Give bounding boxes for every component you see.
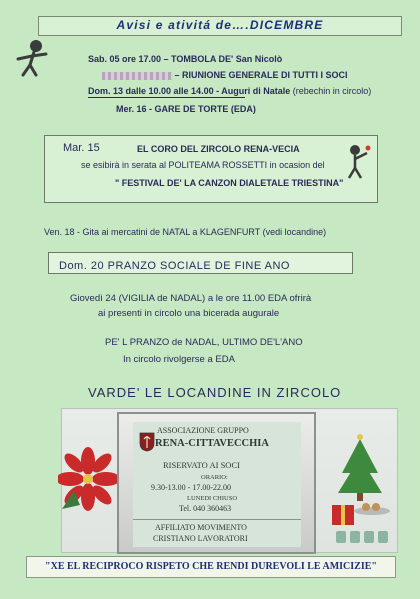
- giovedi-line1: Giovedì 24 (VIGILIA de NADAL) a le ore 11.00 EDA ofrirà: [70, 293, 312, 304]
- pranzo-sociale-text: Dom. 20 PRANZO SOCIALE DE FINE ANO: [59, 260, 290, 272]
- redacted-text: [102, 72, 172, 80]
- photo-plaque: [61, 408, 398, 553]
- event-riunione: [102, 70, 348, 80]
- event-auguri: [88, 86, 371, 96]
- event-auguri-text: Dom. 13 dalle 10.00 alle 14.00 - Auguri di Natale: [88, 86, 291, 96]
- giovedi-line2: ai presenti in circolo una bicerada augurale: [98, 308, 280, 319]
- plaque-assoc: ASSOCIAZIONE GRUPPO: [157, 426, 249, 435]
- plaque-cristiano: CRISTIANO LAVORATORI: [153, 534, 248, 543]
- pranzo-sociale-box: [48, 252, 353, 274]
- event-tombola: Sab. 05 ore 17.00 – TOMBOLA DE' San Nicolò: [88, 54, 283, 64]
- plaque-closed: LUNEDI CHIUSO: [187, 495, 238, 502]
- locandine-heading: VARDE' LE LOCANDINE IN ZIRCOLO: [88, 385, 342, 400]
- plaque-orario: 9.30-13.00 - 17.00-22.00: [151, 483, 231, 492]
- header-bar: [38, 16, 402, 36]
- slogan-text: "XE EL RECIPROCO RISPETO CHE RENDI DUREVOLI LE AMICIZIE": [45, 561, 377, 572]
- page-title: Avisi e ativitá de….DICEMBRE: [116, 18, 324, 32]
- poinsettia-icon: [58, 447, 118, 511]
- plaque-reserved: RISERVATO AI SOCI: [163, 460, 240, 470]
- gita-line: Ven. 18 - Gita ai mercatini de NATAL a KLAGENFURT (vedi locandine): [44, 227, 327, 237]
- coro-title: EL CORO DEL ZIRCOLO RENA-VECIA: [137, 144, 300, 154]
- underline: [88, 97, 245, 98]
- plaque-name: RENA-CITTAVECCHIA: [155, 438, 269, 449]
- plaque-orario-label: ORARIO:: [201, 474, 228, 481]
- pranzo-natal-line2: In circolo rivolgerse a EDA: [123, 354, 235, 365]
- plaque-tel: Tel. 040 360463: [179, 504, 232, 513]
- singer-icon: [343, 140, 373, 180]
- coro-date: Mar. 15: [63, 142, 100, 154]
- plaque-affiliato: AFFILIATO MOVIMENTO: [155, 523, 247, 532]
- slogan-bar: [26, 556, 396, 578]
- event-gare-torte: Mer. 16 - GARE DE TORTE (EDA): [116, 104, 256, 114]
- event-riunione-text: – RIUNIONE GENERALE DI TUTTI I SOCI: [174, 70, 348, 80]
- coro-line3: " FESTIVAL DE' LA CANZON DIALETALE TRIESTINA": [115, 178, 344, 188]
- pranzo-natal-line1: PE' L PRANZO de NADAL, ULTIMO DE'L'ANO: [105, 337, 303, 348]
- coro-box: [44, 135, 378, 203]
- event-auguri-note: (rebechin in circolo): [292, 86, 372, 96]
- crest-icon: [139, 432, 155, 452]
- plaque: [117, 412, 316, 554]
- christmas-treats-icon: [330, 431, 394, 549]
- stick-figure-icon: [6, 38, 54, 78]
- coro-line2: se esibirà in serata al POLITEAMA ROSSETTI in ocasion del: [81, 160, 325, 170]
